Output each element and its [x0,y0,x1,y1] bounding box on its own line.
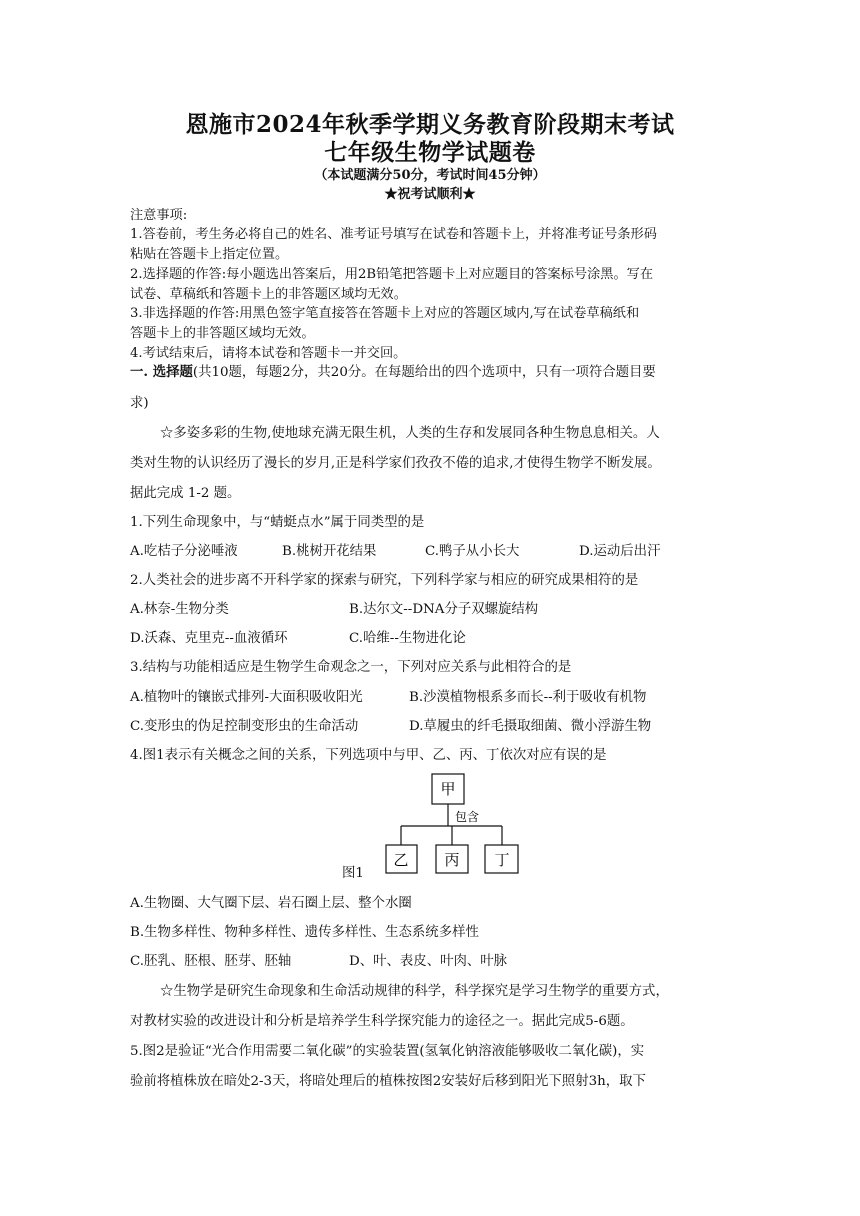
note-3-line-b: 答题卡上的非答题区域均无效。 [130,326,315,341]
question-2-option-c: C.哈维--生物进化论 [349,631,466,646]
intro-1-line-c: 据此完成 1-2 题。 [130,486,241,501]
exam-subtitle: （本试题满分50分，考试时间45分钟） [314,168,546,183]
question-5-line-b: 验前将植株放在暗处2-3天，将暗处理后的植株按图2安装好后移到阳光下照射3h，取下 [130,1074,646,1089]
intro-2-line-b: 对教材实验的改进设计和分析是培养学生科学探究能力的途径之一。据此完成5-6题。 [130,1014,634,1029]
notes-heading: 注意事项: [130,208,188,223]
question-5-line-a: 5.图2是验证“光合作用需要二氧化碳”的实验装置(氢氧化钠溶液能够吸收二氧化碳)，实 [130,1044,645,1059]
diagram-box-child-1-label: 乙 [393,851,409,869]
note-1-line-a: 1.答卷前，考生务必将自己的姓名、准考证号填写在试卷和答题卡上，并将准考证号条形码 [130,227,657,242]
question-3-option-b: B.沙漠植物根系多而长--利于吸收有机物 [409,690,647,705]
diagram-box-child-3-label: 丁 [494,851,510,869]
question-2-option-b: B.达尔文--DNA分子双螺旋结构 [349,602,539,617]
question-4-option-b: B.生物多样性、物种多样性、遗传多样性、生态系统多样性 [130,925,479,940]
exam-title-line1: 恩施市2024年秋季学期义务教育阶段期末考试 [185,111,675,138]
question-4-option-d: D、叶、表皮、叶肉、叶脉 [349,954,508,969]
question-3-option-c: C.变形虫的伪足控制变形虫的生命活动 [130,719,359,734]
question-2-stem: 2.人类社会的进步离不开科学家的探索与研究，下列科学家与相应的研究成果相符的是 [130,573,639,588]
question-3-option-a: A.植物叶的镶嵌式排列-大面积吸收阳光 [130,690,363,705]
question-3-option-d: D.草履虫的纤毛摄取细菌、微小浮游生物 [409,719,652,734]
figure-1-concept-diagram [380,770,540,880]
intro-1-line-a: ☆多姿多彩的生物,使地球充满无限生机，人类的生存和发展同各种生物息息相关。人 [160,426,660,441]
question-4-stem: 4.图1表示有关概念之间的关系，下列选项中与甲、乙、丙、丁依次对应有误的是 [130,748,607,763]
note-4: 4.考试结束后，请将本试卷和答题卡一并交回。 [130,346,407,361]
note-3-line-a: 3.非选择题的作答:用黑色签字笔直接答在答题卡上对应的答题区域内,写在试卷草稿纸和 [130,306,640,321]
question-3-stem: 3.结构与功能相适应是生物学生命观念之一，下列对应关系与此相符合的是 [130,660,572,675]
exam-wish: ★祝考试顺利★ [384,187,476,202]
question-4-option-c: C.胚乳、胚根、胚芽、胚轴 [130,954,292,969]
note-2-line-b: 试卷、草稿纸和答题卡上的非答题区域均无效。 [130,287,407,302]
question-2-option-d: D.沃森、克里克--血液循环 [130,631,288,646]
figure-1-label: 图1 [342,866,364,881]
exam-title-line2: 七年级生物学试题卷 [324,139,536,166]
intro-1-line-b: 类对生物的认识经历了漫长的岁月,正是科学家们孜孜不倦的追求,才使得生物学不断发展。 [130,456,661,471]
section-1-desc-b: 求) [130,396,149,411]
note-2-line-a: 2.选择题的作答:每小题选出答案后，用2B铅笔把答题卡上对应题目的答案标号涂黑。写在 [130,267,654,282]
diagram-relation-label: 包含 [455,810,480,824]
question-4-option-a: A.生物圈、大气圈下层、岩石圈上层、整个水圈 [130,896,412,911]
diagram-box-child-2-label: 丙 [444,851,460,869]
question-1-option-b: B.桃树开花结果 [282,544,377,559]
question-1-option-c: C.鸭子从小长大 [425,544,520,559]
section-1-desc-a: (共10题，每题2分，共20分。在每题给出的四个选项中，只有一项符合题目要 [192,365,656,380]
section-1-label: 一. 选择题 [130,364,193,380]
question-1-option-d: D.运动后出汗 [579,544,661,559]
question-2-option-a: A.林奈-生物分类 [130,602,229,617]
note-1-line-b: 粘贴在答题卡上指定位置。 [130,247,289,262]
question-1-option-a: A.吃桔子分泌唾液 [130,544,238,559]
question-1-stem: 1.下列生命现象中，与“蜻蜓点水”属于同类型的是 [130,515,425,530]
section-1-heading [130,361,656,380]
diagram-box-top-label: 甲 [440,780,456,798]
intro-2-line-a: ☆生物学是研究生命现象和生命活动规律的科学，科学探究是学习生物学的重要方式， [160,984,669,999]
